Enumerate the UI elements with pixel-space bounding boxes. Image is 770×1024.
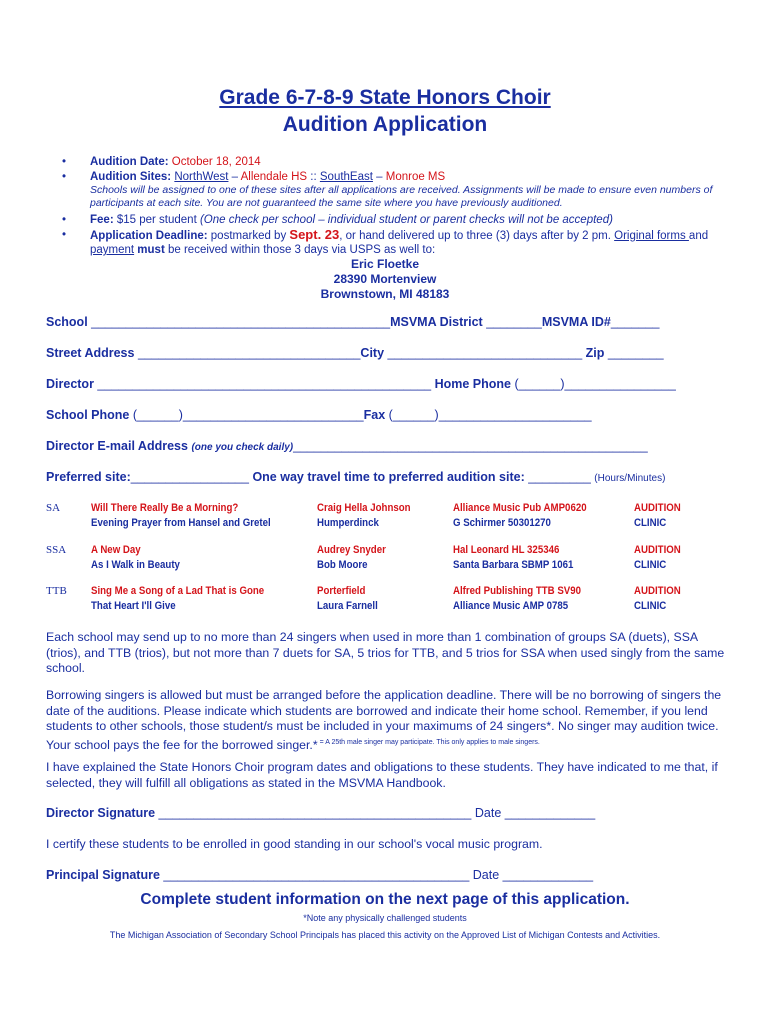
form-title: Grade 6-7-8-9 State Honors Choir xyxy=(219,86,551,109)
site-dash-1: – xyxy=(228,171,241,183)
zip-input[interactable]: ________ xyxy=(607,346,664,360)
school-input[interactable]: ___________________________________________ xyxy=(91,315,391,329)
fax-label: Fax xyxy=(363,408,386,422)
director-input[interactable]: ________________________________________________ xyxy=(97,377,432,391)
msvma-id-input[interactable]: _______ xyxy=(610,315,660,329)
row-email xyxy=(46,439,648,453)
certify-paragraph: I certify these students to be enrolled in good standing in our school's vocal music program. xyxy=(46,837,543,851)
site-separator: :: xyxy=(307,171,320,183)
district-label: MSVMA District xyxy=(390,315,483,329)
msvma-id-label: MSVMA ID# xyxy=(541,315,611,329)
row-school xyxy=(46,315,659,329)
borrowing-text: Borrowing singers is allowed but must be arranged before the application deadline. There will be no borrowing of singers the date of the auditions. Please indicate which students are borrowed and indicate their home school. Remember, if you lend students to other schools, those student/s must be included in your maximums of 24 singers*. No singer may audition twice. Your school pays the fee for the borrowed singer.* xyxy=(46,688,722,752)
school-phone-input[interactable]: (______)__________________________ xyxy=(132,408,364,422)
footer-note: *Note any physically challenged students xyxy=(303,913,467,923)
principal-signature-input[interactable]: ____________________________________________ xyxy=(163,868,470,882)
sites-note-text: Schools will be assigned to one of these sites after all applications are received. Assignments will be made to ensure even numbers of participants at each site. You are not guaranteed the same site where you have previously auditioned. xyxy=(90,184,713,209)
city-label: City xyxy=(360,346,385,360)
preferred-site-input[interactable]: _________________ xyxy=(130,470,249,484)
piece-usage: CLINIC xyxy=(634,559,667,571)
city-input[interactable]: ____________________________ xyxy=(387,346,583,360)
piece-composer: Audrey Snyder xyxy=(317,544,386,556)
obligations-paragraph: I have explained the State Honors Choir program dates and obligations to these students. They have indicated to me that, if selected, they will fulfill all obligations as stated in the MSVMA Handbook. xyxy=(46,760,718,790)
travel-time-input[interactable]: _________ xyxy=(528,470,591,484)
piece-title: Will There Really Be a Morning? xyxy=(91,502,239,514)
piece-publisher: G Schirmer 50301270 xyxy=(453,517,551,529)
row-director-signature xyxy=(46,806,595,820)
piece-title: A New Day xyxy=(91,544,141,556)
director-date-label: Date xyxy=(474,806,502,820)
piece-usage: CLINIC xyxy=(634,517,667,529)
home-phone-input[interactable]: (______)________________ xyxy=(514,377,676,391)
travel-unit: (Hours/Minutes) xyxy=(594,473,666,484)
deadline-and: and xyxy=(688,230,709,242)
address-street: 28390 Mortenview xyxy=(333,272,437,286)
school-phone-label: School Phone xyxy=(46,408,130,422)
email-input[interactable]: ___________________________________________________ xyxy=(293,439,648,453)
deadline-must: must xyxy=(134,244,165,256)
piece-composer: Bob Moore xyxy=(317,559,368,571)
street-label: Street Address xyxy=(46,346,135,360)
borrowing-footnote: = A 25th male singer may participate. This only applies to male singers. xyxy=(317,738,540,746)
piece-publisher: Santa Barbara SBMP 1061 xyxy=(453,559,574,571)
director-label: Director xyxy=(46,377,94,391)
date-label: Audition Date: xyxy=(90,156,169,168)
site-monroe: Monroe MS xyxy=(385,171,446,183)
deadline-pre: postmarked by xyxy=(207,230,290,242)
bullet-icon: • xyxy=(62,156,67,168)
piece-composer: Laura Farnell xyxy=(317,600,378,612)
principal-date-label: Date xyxy=(472,868,500,882)
bullet-icon: • xyxy=(62,171,67,183)
street-input[interactable]: ________________________________ xyxy=(137,346,361,360)
piece-title: Evening Prayer from Hansel and Gretel xyxy=(91,517,271,529)
piece-composer: Porterfield xyxy=(317,585,366,597)
school-label: School xyxy=(46,315,88,329)
bullet-icon: • xyxy=(62,229,67,241)
piece-title: That Heart I'll Give xyxy=(91,600,176,612)
deadline-payment: payment xyxy=(90,244,135,256)
home-phone-label: Home Phone xyxy=(434,377,512,391)
row-preferred-site xyxy=(46,470,665,484)
director-signature-input[interactable]: _____________________________________________ xyxy=(158,806,472,820)
next-page-instruction: Complete student information on the next page of this application. xyxy=(140,891,630,908)
group-label: SA xyxy=(46,502,61,514)
form-subtitle: Audition Application xyxy=(282,113,488,136)
piece-usage: AUDITION xyxy=(634,502,681,514)
site-northwest: NorthWest xyxy=(174,171,229,183)
group-label: TTB xyxy=(46,585,67,597)
district-input[interactable]: ________ xyxy=(486,315,542,329)
fax-input[interactable]: (______)______________________ xyxy=(388,408,592,422)
piece-title: As I Walk in Beauty xyxy=(91,559,180,571)
bullet-icon: • xyxy=(62,214,67,226)
row-director xyxy=(46,377,676,391)
travel-time-label: One way travel time to preferred audition site: xyxy=(252,470,525,484)
sites-label: Audition Sites: xyxy=(90,171,172,183)
fee-label: Fee: xyxy=(90,214,114,226)
deadline-label: Application Deadline: xyxy=(90,230,208,242)
row-street xyxy=(46,346,664,360)
deadline-post: , or hand delivered up to three (3) days after by 2 pm. xyxy=(339,230,615,242)
site-southeast: SouthEast xyxy=(319,171,373,183)
piece-usage: AUDITION xyxy=(634,585,681,597)
row-principal-signature xyxy=(46,868,593,882)
principal-date-input[interactable]: _____________ xyxy=(502,868,594,882)
footer-approval: The Michigan Association of Secondary School Principals has placed this activity on the Approved List of Michigan Contests and Activities. xyxy=(109,930,661,940)
piece-title: Sing Me a Song of a Lad That is Gone xyxy=(91,585,265,597)
deadline-end: be received within those 3 days via USPS as well to: xyxy=(164,244,436,256)
piece-publisher: Alfred Publishing TTB SV90 xyxy=(453,585,582,597)
zip-label: Zip xyxy=(585,346,605,360)
fee-value: $15 per student xyxy=(113,214,200,226)
date-value: October 18, 2014 xyxy=(171,156,261,168)
director-signature-label: Director Signature xyxy=(46,806,156,820)
site-dash-2: – xyxy=(372,171,386,183)
fee-note: (One check per school – individual student or parent checks will not be accepted) xyxy=(199,214,613,226)
piece-usage: AUDITION xyxy=(634,544,681,556)
deadline-date: Sept. 23 xyxy=(289,227,340,242)
email-label: Director E-mail Address xyxy=(46,439,188,453)
group-label: SSA xyxy=(46,544,67,556)
limits-paragraph: Each school may send up to no more than 24 singers when used in more than 1 combination of groups SA (duets), SSA (trios), and TTB (trios), but not more than 7 duets for SA, 5 trios for TTB, and 5 trios for SSA when used singly from the same school. xyxy=(46,630,725,675)
address-city: Brownstown, MI 48183 xyxy=(320,287,450,301)
principal-signature-label: Principal Signature xyxy=(46,868,160,882)
email-note: (one you check daily) xyxy=(191,442,294,453)
piece-composer: Craig Hella Johnson xyxy=(317,502,411,514)
borrowing-paragraph xyxy=(46,688,726,753)
piece-publisher: Alliance Music Pub AMP0620 xyxy=(453,502,587,514)
site-allendale: Allendale HS xyxy=(240,171,308,183)
preferred-site-label: Preferred site: xyxy=(46,470,131,484)
piece-publisher: Hal Leonard HL 325346 xyxy=(453,544,560,556)
piece-composer: Humperdinck xyxy=(317,517,379,529)
director-date-input[interactable]: _____________ xyxy=(504,806,596,820)
deadline-forms: Original forms xyxy=(614,230,689,242)
row-school-phone xyxy=(46,408,592,422)
piece-publisher: Alliance Music AMP 0785 xyxy=(453,600,569,612)
piece-usage: CLINIC xyxy=(634,600,667,612)
address-name: Eric Floetke xyxy=(350,257,420,271)
